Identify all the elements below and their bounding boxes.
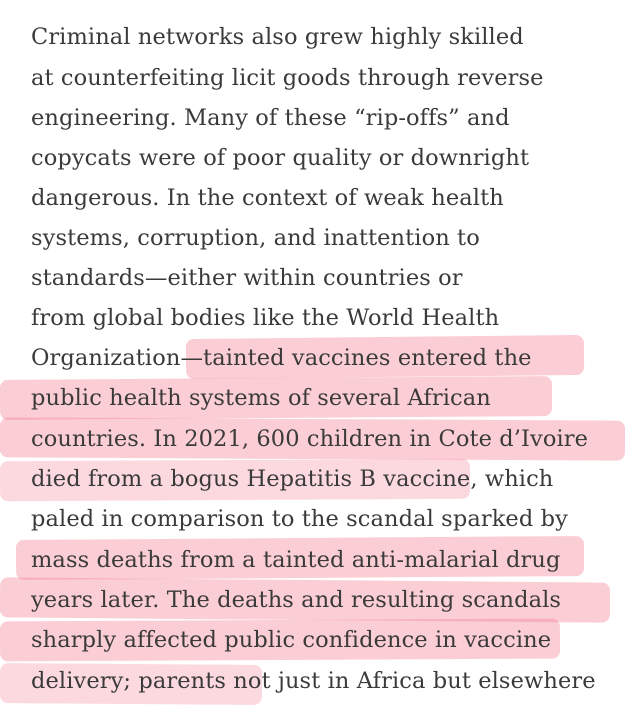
text-line: from global bodies like the World Health [31,305,500,331]
text-line: systems, corruption, and inattention to [31,225,480,251]
text-line: died from a bogus Hepatitis B vaccine, which [31,466,554,492]
text-line: Organization—tainted vaccines entered the [31,345,532,371]
text-line: standards—either within countries or [31,265,463,291]
text-line: countries. In 2021, 600 children in Cote d’Ivoire [31,426,589,452]
text-line: Criminal networks also grew highly skilled [31,24,524,50]
text-line: years later. The deaths and resulting scandals [31,587,562,613]
text-line: dangerous. In the context of weak health [31,185,504,211]
text-line: engineering. Many of these “rip-offs” and [31,105,510,131]
text-line: delivery; parents not just in Africa but elsewhere [31,668,596,694]
text-line: public health systems of several African [31,385,491,411]
text-line: copycats were of poor quality or downright [31,145,530,171]
text-line: sharply affected public confidence in vaccine [31,627,552,653]
text-line: paled in comparison to the scandal sparked by [31,506,568,532]
text-line: at counterfeiting licit goods through reverse [31,65,544,91]
text-line: mass deaths from a tainted anti-malarial drug [31,547,561,573]
